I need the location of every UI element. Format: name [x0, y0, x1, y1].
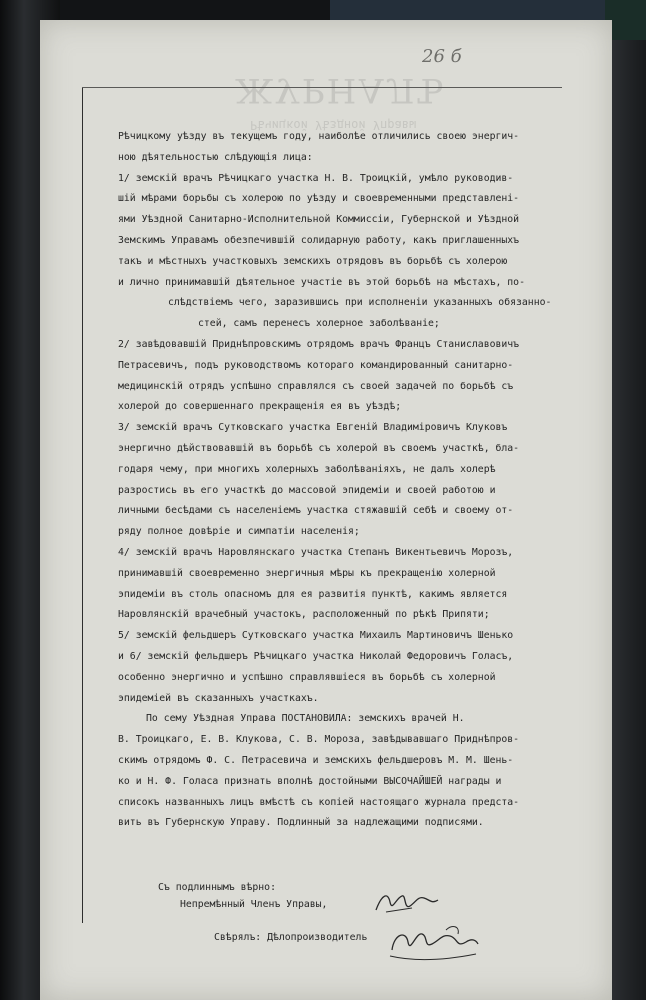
archive-page-number: 26 б	[422, 46, 462, 67]
bleedthrough-subtitle: Рѣчицкой Уѣздной Управы	[250, 118, 417, 132]
document-body	[118, 127, 598, 834]
background-right-binder	[612, 40, 646, 1000]
copy-correct-label: Съ подлиннымъ вѣрно:	[158, 882, 276, 893]
text-line: личными бесѣдами съ населеніемъ участка стяжавшій себѣ и своему от-	[118, 505, 514, 517]
text-line: шій мѣрами борьбы съ холерою по уѣзду и своевременными представлені-	[118, 193, 520, 205]
text-line: 2/ завѣдовавшій Приднѣпровскимъ отрядомъ врачъ Францъ Станиславовичъ	[118, 338, 520, 350]
text-line: холерой до совершеннаго прекращенія ея въ уѣздѣ;	[118, 401, 402, 413]
text-line: скимъ отрядомъ Ф. С. Петрасевича и земскихъ фельдшеровъ М. М. Шень-	[118, 754, 514, 766]
margin-rule	[82, 87, 83, 923]
text-line: Рѣчицкому уѣзду въ текущемъ году, наиболѣе отличились своею энергич-	[118, 131, 520, 142]
text-line: Петрасевичъ, подъ руководствомъ котораго командированный санитарно-	[118, 359, 514, 371]
text-line: ями Уѣздной Санитарно-Исполнительной Коммиссіи, Губернской и Уѣздной	[118, 214, 520, 226]
clerk-signature	[386, 920, 482, 964]
text-line: годаря чему, при многихъ холерныхъ заболѣваніяхъ, не далъ холерѣ	[118, 463, 496, 475]
text-line: ною дѣятельностью слѣдующія лица:	[118, 151, 313, 163]
verified-clerk-label: Свѣрялъ: Дѣлопроизводитель	[214, 932, 368, 943]
text-line: энергично дѣйствовавшій въ борьбѣ съ холерой въ своемъ участкѣ, бла-	[118, 442, 520, 454]
member-title: Непремѣнный Членъ Управы,	[180, 899, 328, 910]
text-line: слѣдствіемъ чего, заразившись при исполненіи указанныхъ обязанно-	[168, 297, 552, 309]
text-line: По сему Уѣздная Управа ПОСТАНОВИЛА: земскихъ врачей Н.	[146, 713, 465, 725]
text-line: медицинскій отрядъ успѣшно справлялся съ своей задачей по борьбѣ съ	[118, 380, 514, 392]
text-line: 5/ земскій фельдшеръ Сутковскаго участка Михаилъ Мартиновичъ Шенько	[118, 630, 514, 642]
text-line: Земскимъ Управамъ обезпечившій солидарную работу, какъ приглашенныхъ	[118, 234, 520, 246]
text-line: ко и Н. Ф. Голаса признать вполнѣ достойными ВЫСОЧАЙШЕЙ награды и	[118, 775, 502, 787]
text-line: 4/ земскій врачъ Наровлянскаго участка Степанъ Викентьевичъ Морозъ,	[118, 546, 514, 558]
text-line: списокъ названныхъ лицъ вмѣстѣ съ копіей настоящаго журнала предста-	[118, 796, 520, 808]
text-line: вить въ Губернскую Управу. Подлинный за надлежащими подписями.	[118, 817, 484, 829]
text-line: В. Троицкаго, Е. В. Клукова, С. В. Мороза, завѣдывавшаго Приднѣпров-	[118, 734, 520, 746]
text-line: разростись въ его участкѣ до массовой эпидеміи и своей работою и	[118, 484, 496, 496]
text-line: эпидеміи въ столь опасномъ для ея развитія пунктѣ, какимъ является	[118, 588, 508, 600]
text-line: и 6/ земскій фельдшеръ Рѣчицкаго участка Николай Федоровичъ Голасъ,	[118, 650, 514, 662]
member-signature	[372, 888, 442, 918]
text-line: особенно энергично и успѣшно справлявшіеся въ борьбѣ съ холерной	[118, 671, 496, 683]
text-line: эпидеміей въ сказанныхъ участкахъ.	[118, 692, 319, 704]
text-line: такъ и мѣстныхъ участковыхъ земскихъ отрядовъ въ борьбѣ съ холерою	[118, 255, 508, 267]
text-line: стей, самъ перенесъ холерное заболѣваніе;	[198, 318, 440, 330]
text-line: ряду полное довѣріе и симпатіи населенія;	[118, 526, 360, 538]
text-line: Наровлянскій врачебный участокъ, расположенный по рѣкѣ Припяти;	[118, 609, 490, 621]
bleedthrough-title: ЖУРНАЛЪ	[235, 70, 446, 110]
text-line: 3/ земскій врачъ Сутковскаго участка Евгеній Владиміровичъ Клуковъ	[118, 422, 508, 434]
text-line: принимавшій своевременно энергичныя мѣры къ прекращенію холерной	[118, 567, 496, 579]
text-line: и лично принимавшій дѣятельное участіе въ этой борьбѣ на мѣстахъ, по-	[118, 276, 525, 288]
text-line: 1/ земскій врачъ Рѣчицкаго участка Н. В. Троицкій, умѣло руководив-	[118, 172, 514, 184]
top-rule	[82, 87, 562, 88]
